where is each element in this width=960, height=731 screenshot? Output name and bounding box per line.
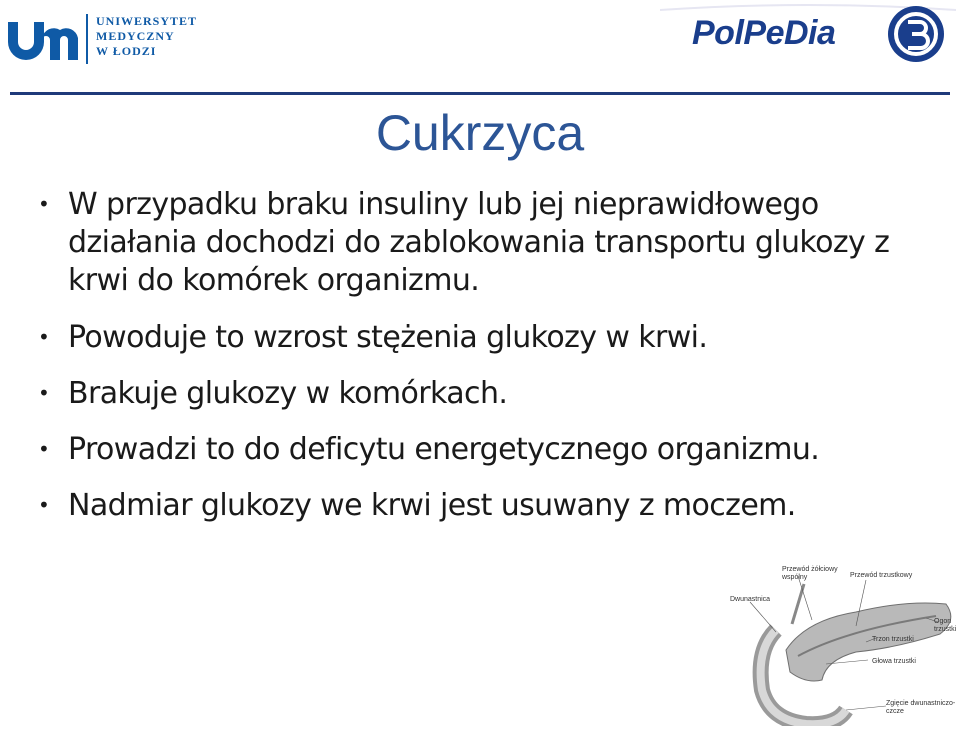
um-logo-icon <box>6 16 78 60</box>
label-tail: Ogon trzustki <box>934 618 957 633</box>
bullet-text: Powoduje to wzrost stężenia glukozy w krwi. <box>68 320 708 355</box>
university-logo-text <box>96 14 197 59</box>
bullet-dot-icon: • <box>38 437 50 461</box>
bullet-text: Nadmiar glukozy we krwi jest usuwany z moczem. <box>68 488 796 523</box>
bullet-item <box>38 375 938 413</box>
logo-divider <box>86 14 88 64</box>
bullet-item <box>38 319 938 357</box>
polpedia-logo-text: PolPeDia <box>692 14 836 52</box>
pancreas-diagram <box>726 560 960 726</box>
slide-title: Cukrzyca <box>375 105 585 161</box>
label-head: Głowa trzustki <box>872 658 916 665</box>
header-divider-line <box>10 92 950 95</box>
bullet-dot-icon: • <box>38 493 50 517</box>
bullet-dot-icon: • <box>38 381 50 405</box>
bullet-item <box>38 186 938 300</box>
label-duodenum: Dwunastnica <box>730 596 771 603</box>
bullet-dot-icon: • <box>38 325 50 349</box>
university-logo-line-3: W ŁODZI <box>96 44 157 58</box>
label-bile-duct: Przewód żółciowy wspólny <box>782 566 838 581</box>
polpedia-logo <box>660 4 956 66</box>
bullet-item <box>38 487 938 525</box>
label-pancreatic-duct: Przewód trzustkowy <box>850 572 913 579</box>
university-logo-line-1: UNIWERSYTET <box>96 14 198 28</box>
university-logo <box>6 10 211 68</box>
bullet-text: Brakuje glukozy w komórkach. <box>68 376 508 411</box>
bullet-text: Prowadzi to do deficytu energetycznego organizmu. <box>68 432 820 467</box>
label-flexure: Zgięcie dwunastniczo-czcze <box>886 700 956 715</box>
bullet-item <box>38 431 938 469</box>
bullet-list <box>38 186 938 543</box>
slide-header <box>0 0 960 96</box>
bullet-dot-icon: • <box>38 192 50 216</box>
bullet-text: W przypadku braku insuliny lub jej nieprawidłowego działania dochodzi do zablokowania transportu glukozy z krwi do komórek organizmu. <box>68 187 890 298</box>
university-logo-line-2: MEDYCZNY <box>96 29 175 43</box>
label-body: Trzon trzustki <box>872 636 914 643</box>
